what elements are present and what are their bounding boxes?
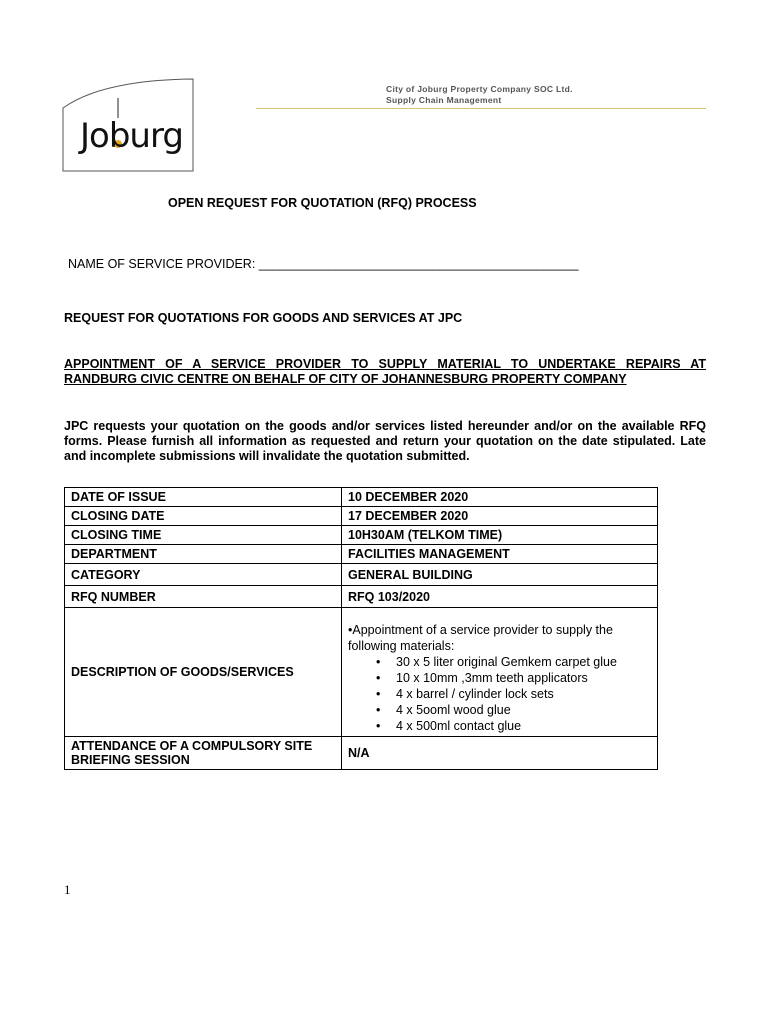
table-row	[65, 488, 658, 507]
document-title: OPEN REQUEST FOR QUOTATION (RFQ) PROCESS	[168, 196, 477, 210]
row-value: GENERAL BUILDING	[342, 564, 658, 586]
description-cell	[342, 608, 658, 737]
row-value: 10H30AM (TELKOM TIME)	[342, 526, 658, 545]
joburg-logo	[62, 78, 194, 172]
table-row	[65, 526, 658, 545]
materials-list	[348, 654, 651, 734]
row-label: ATTENDANCE OF A COMPULSORY SITE BRIEFING SESSION	[65, 737, 342, 770]
row-value: FACILITIES MANAGEMENT	[342, 545, 658, 564]
list-item: • 30 x 5 liter original Gemkem carpet glue	[396, 654, 651, 670]
org-unit: Supply Chain Management	[386, 95, 502, 105]
appointment-heading: APPOINTMENT OF A SERVICE PROVIDER TO SUPPLY MATERIAL TO UNDERTAKE REPAIRS AT RANDBURG CIVIC CENTRE ON BEHALF OF CITY OF JOHANNESBURG PROPERTY COMPANY	[64, 357, 706, 386]
logo-wordmark: Joburg	[80, 116, 183, 156]
page-number: 1	[64, 882, 71, 897]
row-label: DATE OF ISSUE	[65, 488, 342, 507]
table-row	[65, 545, 658, 564]
row-label: DESCRIPTION OF GOODS/SERVICES	[65, 608, 342, 737]
row-label: CATEGORY	[65, 564, 342, 586]
header-divider	[256, 108, 706, 109]
row-value: N/A	[342, 737, 658, 770]
table-row	[65, 564, 658, 586]
org-name: City of Joburg Property Company SOC Ltd.	[386, 84, 573, 94]
row-value: RFQ 103/2020	[342, 586, 658, 608]
rfq-details-table	[64, 487, 658, 770]
table-row	[65, 586, 658, 608]
list-item: • 4 x barrel / cylinder lock sets	[396, 686, 651, 702]
row-label: DEPARTMENT	[65, 545, 342, 564]
org-header	[386, 84, 573, 106]
list-item: • 4 x 500ml contact glue	[396, 718, 651, 734]
table-row	[65, 608, 658, 737]
row-label: RFQ NUMBER	[65, 586, 342, 608]
row-label: CLOSING TIME	[65, 526, 342, 545]
list-item: • 4 x 5ooml wood glue	[396, 702, 651, 718]
row-label: CLOSING DATE	[65, 507, 342, 526]
row-value: 10 DECEMBER 2020	[342, 488, 658, 507]
table-row	[65, 507, 658, 526]
description-intro: •Appointment of a service provider to supply the following materials:	[348, 623, 613, 653]
list-item: • 10 x 10mm ,3mm teeth applicators	[396, 670, 651, 686]
service-provider-field: NAME OF SERVICE PROVIDER: ______________________________________________	[68, 257, 579, 271]
table-row	[65, 737, 658, 770]
intro-paragraph: JPC requests your quotation on the goods and/or services listed hereunder and/or on the available RFQ forms. Please furnish all information as requested and return your quotation on the date stipulated. Late and incomplete submissions will invalidate the quotation submitted.	[64, 419, 706, 463]
request-heading: REQUEST FOR QUOTATIONS FOR GOODS AND SERVICES AT JPC	[64, 311, 463, 325]
row-value: 17 DECEMBER 2020	[342, 507, 658, 526]
